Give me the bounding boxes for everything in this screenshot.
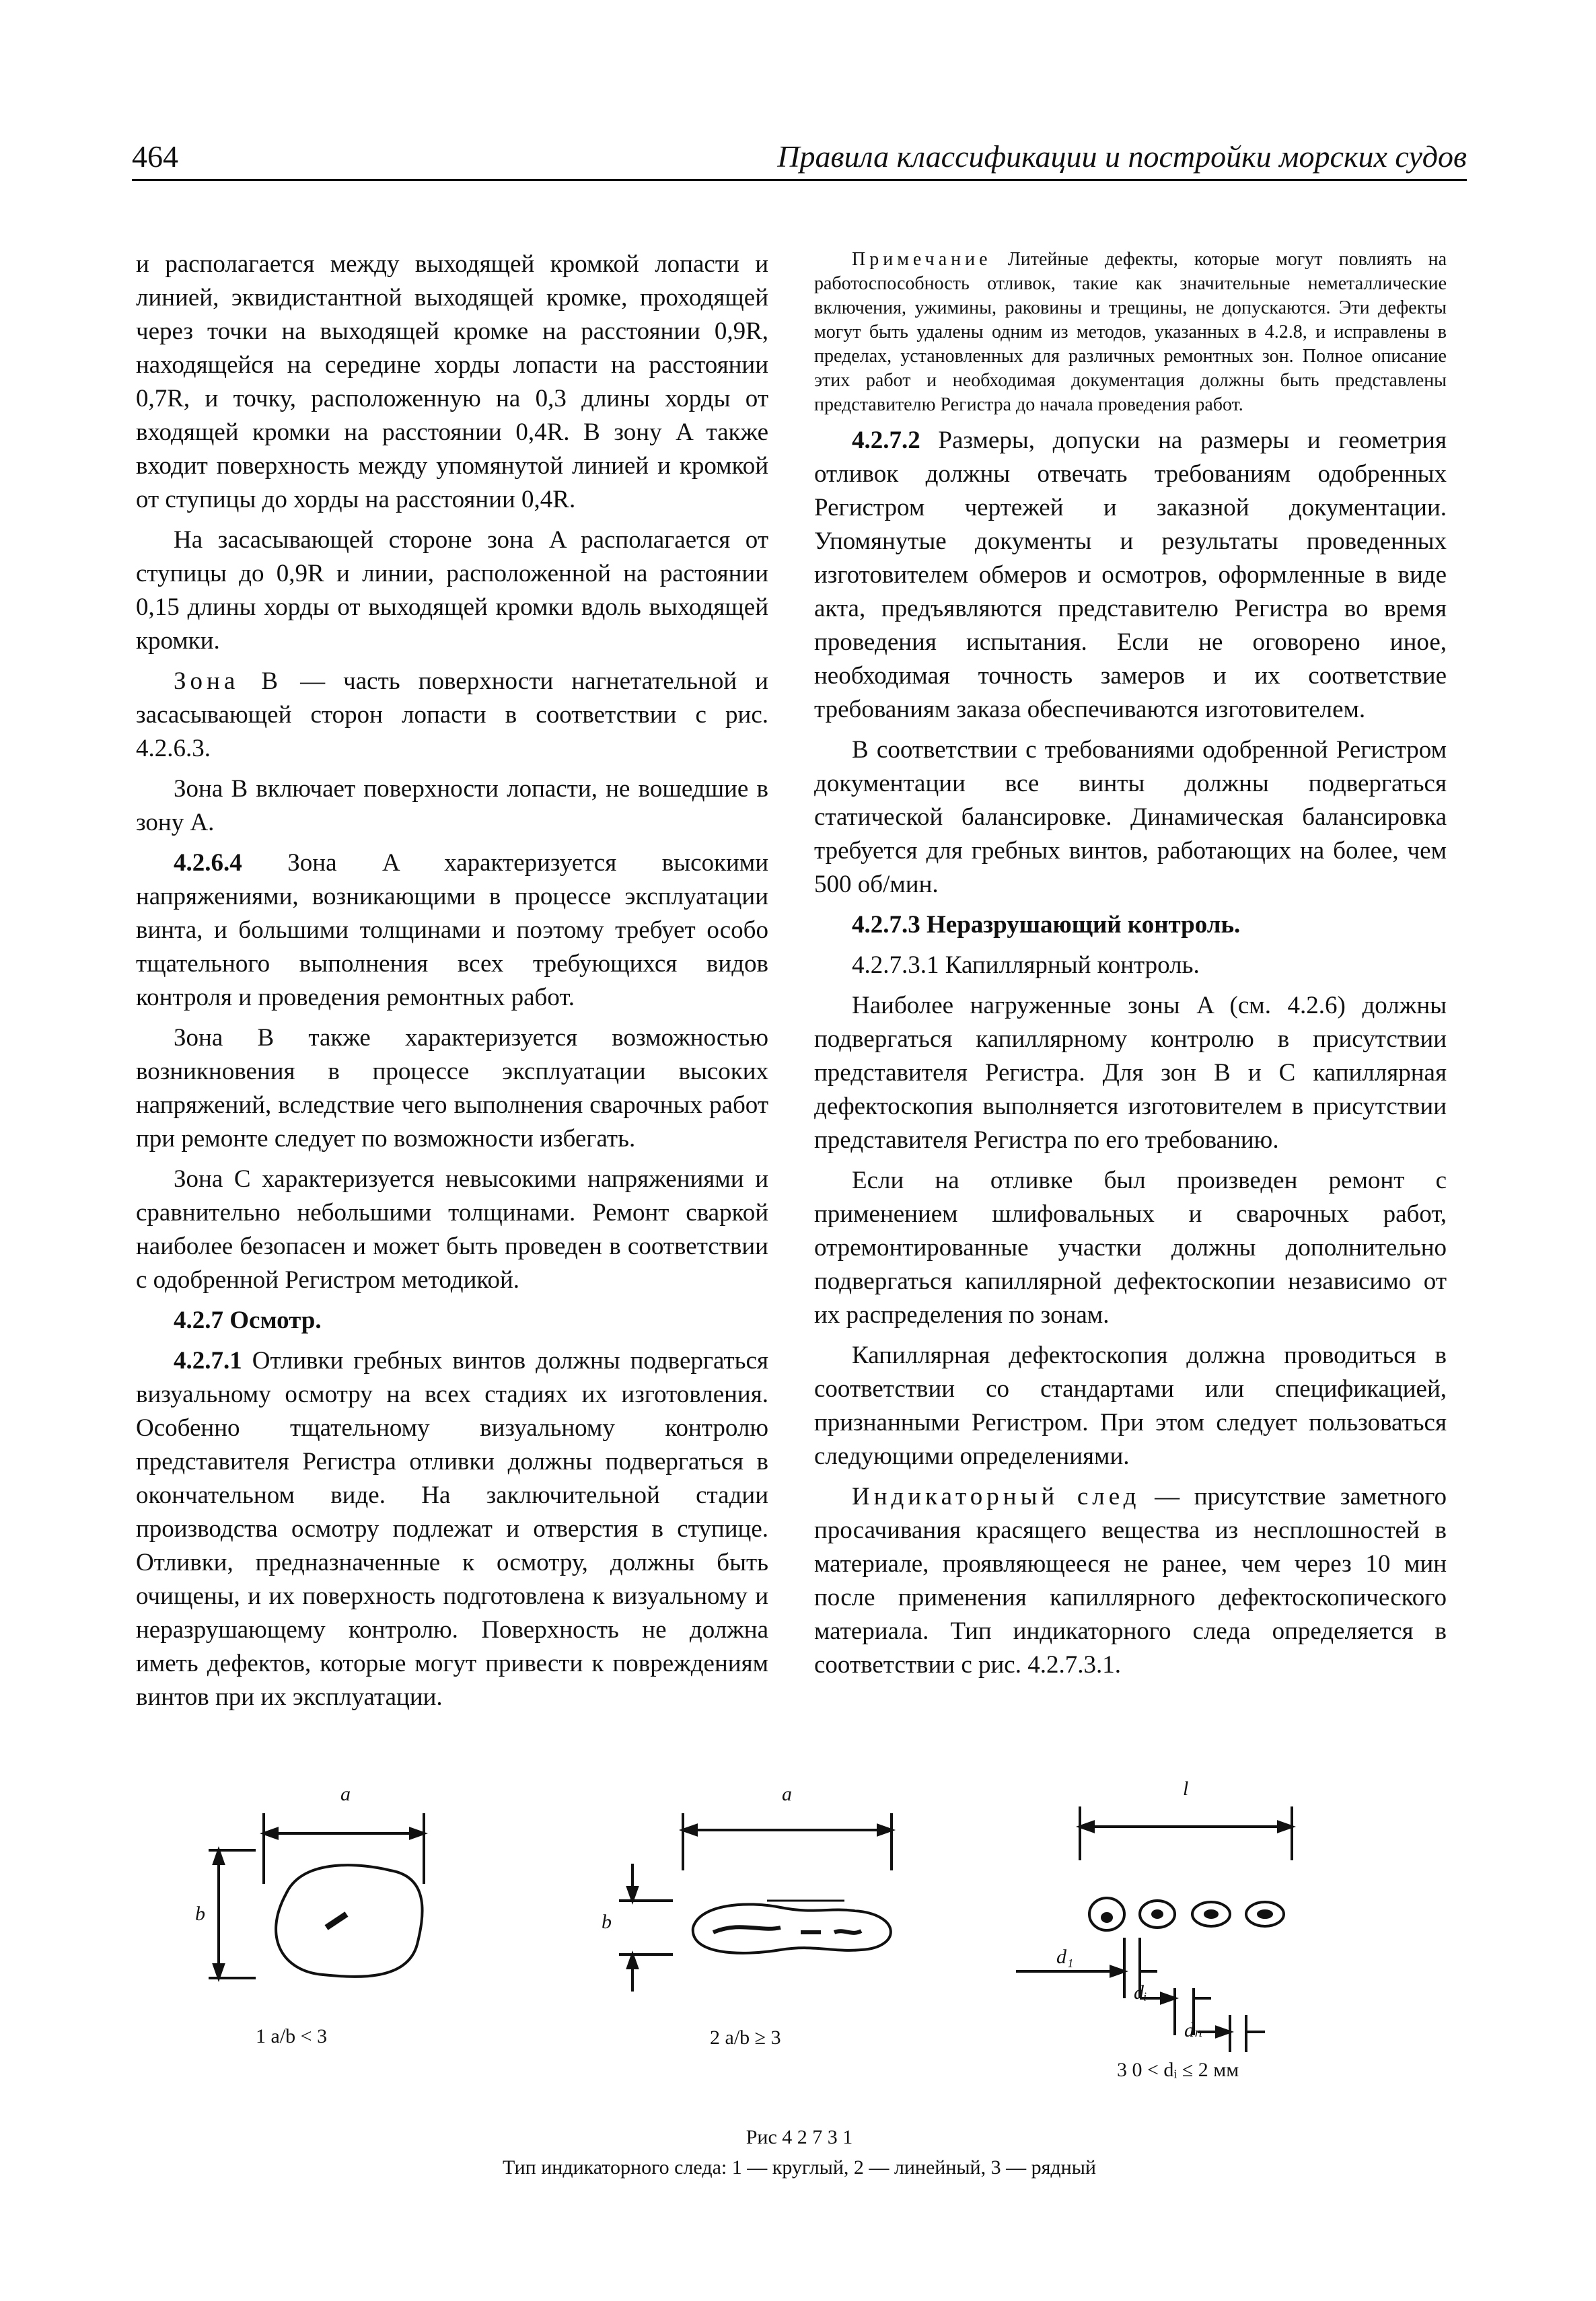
section-heading: 4.2.7.3 Неразрушающий контроль. [852,911,1241,939]
left-column [136,248,768,1721]
paragraph: Зона B — часть поверхности нагнетательной и засасывающей сторон лопасти в соответствии с рис. 4.2.6.3. [136,667,768,762]
section-heading: 4.2.7.3.1 Капиллярный контроль. [852,951,1200,979]
section-number: 4.2.7.2 [852,427,920,454]
fig3-label: 3 0 < dᵢ ≤ 2 мм [1117,2059,1239,2081]
fig3-dim-l: l [1183,1778,1189,1800]
paragraph: и располагается между выходящей кромкой лопасти и линией, эквидистантной выходящей кромке, проходящей через точки на выходящей кромке на расстоянии 0,9R, находящейся на середине хорды лопасти на расстоянии 0,7R, и точку, расположенную на 0,3 длины хорды от входящей кромки на расстоянии 0,4R. В зону A также входит поверхность между упомянутой линией и кромкой от ступицы до хорды на расстоянии 0,4R. [136,250,768,513]
paragraph: На засасывающей стороне зона A располагается от ступицы до 0,9R и линии, расположенной на растоянии 0,15 длины хорды от выходящей кромки вдоль выходящей кромки. [136,526,768,655]
fig2-label: 2 a/b ≥ 3 [710,2026,781,2049]
page-header [132,135,1467,181]
figure-caption-title: Рис 4 2 7 3 1 [746,2126,853,2148]
round-indication-drawing [209,1813,424,1978]
paragraph: Капиллярная дефектоскопия должна проводиться в соответствии со стандартами или спецификацией, признанными Регистром. При этом следует пользоваться следующими определениями. [814,1342,1447,1470]
fig2-dim-a: a [782,1783,792,1805]
section-number: 4.2.7.1 [174,1347,242,1375]
fig2-dim-b: b [602,1911,612,1933]
figure-drawings [188,1776,1332,2153]
paragraph: Индикаторный след — присутствие заметного просачивания красящего вещества из несплошностей в материале, проявляющееся не ранее, чем через 10 мин после применения капиллярного дефектоскопического материала. Тип индикаторного следа определяется в соответствии с рис. 4.2.7.3.1. [814,1483,1447,1679]
paragraph: Зона C характеризуется невысокими напряжениями и сравнительно небольшими толщинами. Ремонт сваркой наиболее безопасен и может быть проведен в соответствии с одобренной Регистром методикой. [136,1165,768,1294]
paragraph: Зона B включает поверхности лопасти, не вошедшие в зону A. [136,775,768,836]
section-heading: 4.2.7 Осмотр. [174,1307,322,1334]
paragraph: Зона B также характеризуется возможностью возникновения в процессе эксплуатации высоких напряжений, вследствие чего выполнения сварочных работ при ремонте следует по возможности избегать. [136,1024,768,1153]
note: Примечание Литейные дефекты, которые могут повлиять на работоспособность отливок, такие как значительные неметаллические включения, ужимины, раковины и трещины, не допускаются. Эти дефекты могут быть удалены одним из методов, указанных в 4.2.8, и исправлены в пределах, установленных для различных ремонтных зон. Полное описание этих работ и необходимая документация должны быть представлены представителю Регистра до начала проведения работ. [814,249,1447,415]
paragraph: В соответствии с требованиями одобренной Регистром документации все винты должны подвергаться статической балансировке. Динамическая балансировка требуется для гребных винтов, работающих на более, чем 500 об/мин. [814,736,1447,898]
page-number: 464 [132,139,178,174]
fig1-label: 1 a/b < 3 [256,2025,328,2047]
paragraph: Наиболее нагруженные зоны A (см. 4.2.6) должны подвергаться капиллярному контролю в присутствии представителя Регистра. Для зон B и C капиллярная дефектоскопия выполняется изготовителем в присутствии представителя Регистра по его требованию. [814,992,1447,1154]
paragraph: 4.2.7.1 Отливки гребных винтов должны подвергаться визуальному осмотру на всех стадиях их изготовления. Особенно тщательному визуальному контролю представителя Регистра отливки должны подвергаться в окончательном виде. На заключительной стадии производства осмотру подлежат и отверстия в ступице. Отливки, предназначенные к осмотру, должны быть очищены, и их поверхность подготовлена к визуальному и неразрушающему контролю. Поверхность не должна иметь дефектов, которые могут привести к повреждениям винтов при их эксплуатации. [136,1347,768,1711]
fig1-dim-a: a [340,1783,351,1805]
paragraph: 4.2.6.4 Зона A характеризуется высокими напряжениями, возникающими в процессе эксплуатации винта, и большими толщинами и поэтому требует особо тщательного выполнения всех требующихся видов контроля и проведения ремонтных работ. [136,849,768,1011]
term-zone-b: Зона B [174,667,283,695]
paragraph: 4.2.7.2 Размеры, допуски на размеры и геометрия отливок должны отвечать требованиям одобренных Регистром чертежей и заказной документации. Упомянутые документы и результаты проведенных изготовителем обмеров и осмотров, оформленные в виде акта, предъявляются представителю Регистра во время проведения испытания. Если не оговорено иное, необходимая точность замеров и их соответствие требованиям заказа обеспечиваются изготовителем. [814,427,1447,723]
section-number: 4.2.6.4 [174,849,242,877]
fig3-dim-dn: dₙ [1184,2019,1203,2041]
fig1-dim-b: b [195,1903,205,1925]
figure-indicator-types [188,1776,1332,2153]
running-title: Правила классификации и постройки морских судов [777,139,1467,174]
row-indication-drawing [1016,1806,1292,2052]
linear-indication-drawing [619,1813,892,1992]
term-indicator: Индикаторный след [852,1483,1140,1510]
note-label: Примечание [852,249,992,270]
fig3-dim-d1: d₁ [1056,1946,1074,1968]
figure-caption-text: Тип индикаторного следа: 1 — круглый, 2 — линейный, 3 — рядный [503,2156,1096,2179]
right-column [814,248,1447,1689]
fig3-dim-di: dᵢ [1134,1981,1147,2004]
paragraph: Если на отливке был произведен ремонт с применением шлифовальных и сварочных работ, отремонтированные участки должны дополнительно подвергаться капиллярной дефектоскопии независимо от их распределения по зонам. [814,1167,1447,1329]
